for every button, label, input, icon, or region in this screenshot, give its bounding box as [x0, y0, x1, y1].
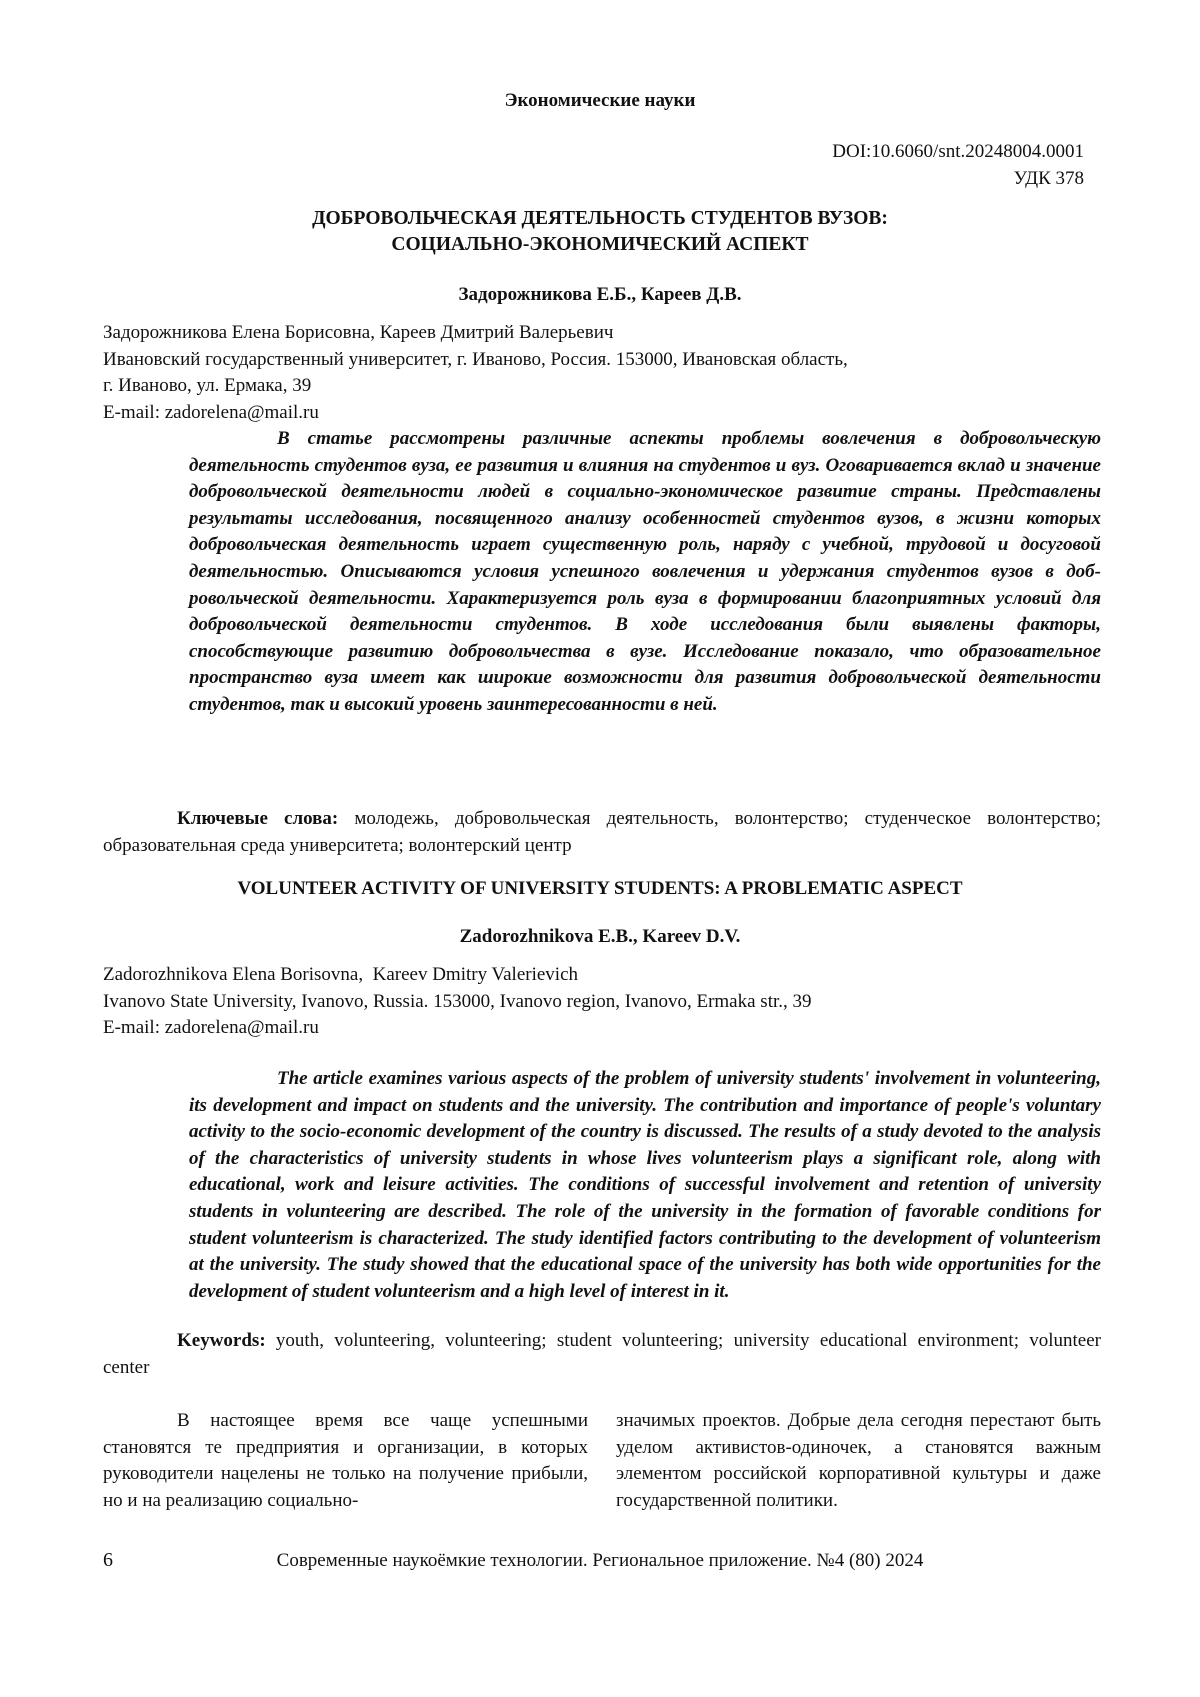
- en-authors: Zadorozhnikova E.B., Kareev D.V.: [459, 926, 741, 947]
- en-keywords-label: Keywords:: [177, 1330, 266, 1351]
- ru-address: г. Иваново, ул. Ермака, 39: [103, 375, 312, 396]
- body-column-left: В настоящее время все чаще успешными становятся те предприятия и организации, в которых руководители нацелены не только на получение прибыли, но и на реализацию социально-: [103, 1410, 588, 1511]
- en-affiliation: [103, 962, 1103, 1042]
- ru-institution: Ивановский государственный университет, г. Иваново, Россия. 153000, Ивановская область,: [103, 348, 848, 370]
- ru-author-names: Задорожникова Елена Борисовна, Кареев Дмитрий Валерьевич: [103, 322, 614, 343]
- en-email[interactable]: E-mail: zadorelena@mail.ru: [103, 1017, 319, 1038]
- section-heading: Экономические науки: [504, 90, 696, 111]
- body-column-right: значимых проектов. Добрые дела сегодня перестают быть уделом активистов-одиночек, а становятся важным элементом российской корпоративной культуры и даже государственной политики.: [616, 1410, 1101, 1511]
- journal-name: Современные наукоёмкие технологии. Региональное приложение. №4 (80) 2024: [276, 1550, 924, 1571]
- ru-email[interactable]: E-mail: zadorelena@mail.ru: [103, 401, 319, 423]
- ru-keywords-label: Ключевые слова:: [177, 808, 339, 829]
- en-abstract: The article examines various aspects of the problem of university students' involvement in volunteering, its development and impact on students and the university. The contribution and importance of people's voluntary activity to the socio-economic development of the country is discussed. The results of a study devoted to the analysis of the characteristics of university students in whose lives volunteerism plays a significant role, along with educational, work and leisure activities. The conditions of successful involvement and retention of university students in volunteering are described. The role of the university in the formation of favorable conditions for student volunteerism is characterized. The study identified factors contributing to the development of volunteerism at the university. The study showed that the educational space of the university has both wide opportunities for the development of student volunteerism and a high level of interest in it.: [189, 1068, 1101, 1302]
- ru-abstract: В статье рассмотрены различные аспекты проблемы вовлечения в добровольческую деятельность студентов вуза, ее развития и влияния на студентов и вуз. Оговаривается вклад и значение добровольческой деятельности людей в социально-экономическое развитие страны. Представлены результаты исследования, посвященного анализу особенностей студентов вузов, в жизни которых добровольческая деятельность играет существенную роль, наряду с учебной, трудовой и досуговой деятельностью. Описываются условия успешного вовлечения и удержания студентов вузов в добровольческой деятельности. Характеризуется роль вуза в формировании благоприятных условий для добровольческой деятельности студентов. В ходе исследования были выявлены факторы, способствующие развитию добровольчества в вузе. Исследование показало, что образовательное пространство вуза имеет как широкие возможности для развития добровольческой деятельности студентов, так и высокий уровень заинтересованности в ней.: [189, 428, 1101, 715]
- ru-authors: Задорожникова Е.Б., Кареев Д.В.: [458, 284, 742, 305]
- ru-title-line-1: ДОБРОВОЛЬЧЕСКАЯ ДЕЯТЕЛЬНОСТЬ СТУДЕНТОВ ВУЗОВ:: [312, 208, 888, 229]
- ru-affiliation: [103, 320, 1103, 426]
- ru-keywords-text: молодежь, добровольческая деятельность, волонтерство; студенческое волонтерство; образовательная среда университета; волонтерский центр: [103, 808, 1101, 856]
- page-number: 6: [103, 1549, 113, 1571]
- ru-title: [150, 206, 1050, 258]
- en-author-names: Zadorozhnikova Elena Borisovna, Kareev Dmitry Valerievich: [103, 964, 579, 985]
- identifiers: [832, 138, 1084, 192]
- udk: УДК 378: [1013, 168, 1084, 189]
- en-keywords-text: youth, volunteering, volunteering; student volunteering; university educational environment; volunteer center: [103, 1330, 1101, 1378]
- ru-keywords: [103, 806, 1101, 859]
- en-title: VOLUNTEER ACTIVITY OF UNIVERSITY STUDENTS: A PROBLEMATIC ASPECT: [237, 878, 963, 899]
- doi[interactable]: DOI:10.6060/snt.20248004.0001: [832, 141, 1084, 162]
- en-keywords: [103, 1328, 1101, 1381]
- en-institution: Ivanovo State University, Ivanovo, Russia. 153000, Ivanovo region, Ivanovo, Ermaka str., 39: [103, 990, 812, 1012]
- ru-title-line-2: СОЦИАЛЬНО-ЭКОНОМИЧЕСКИЙ АСПЕКТ: [391, 234, 809, 255]
